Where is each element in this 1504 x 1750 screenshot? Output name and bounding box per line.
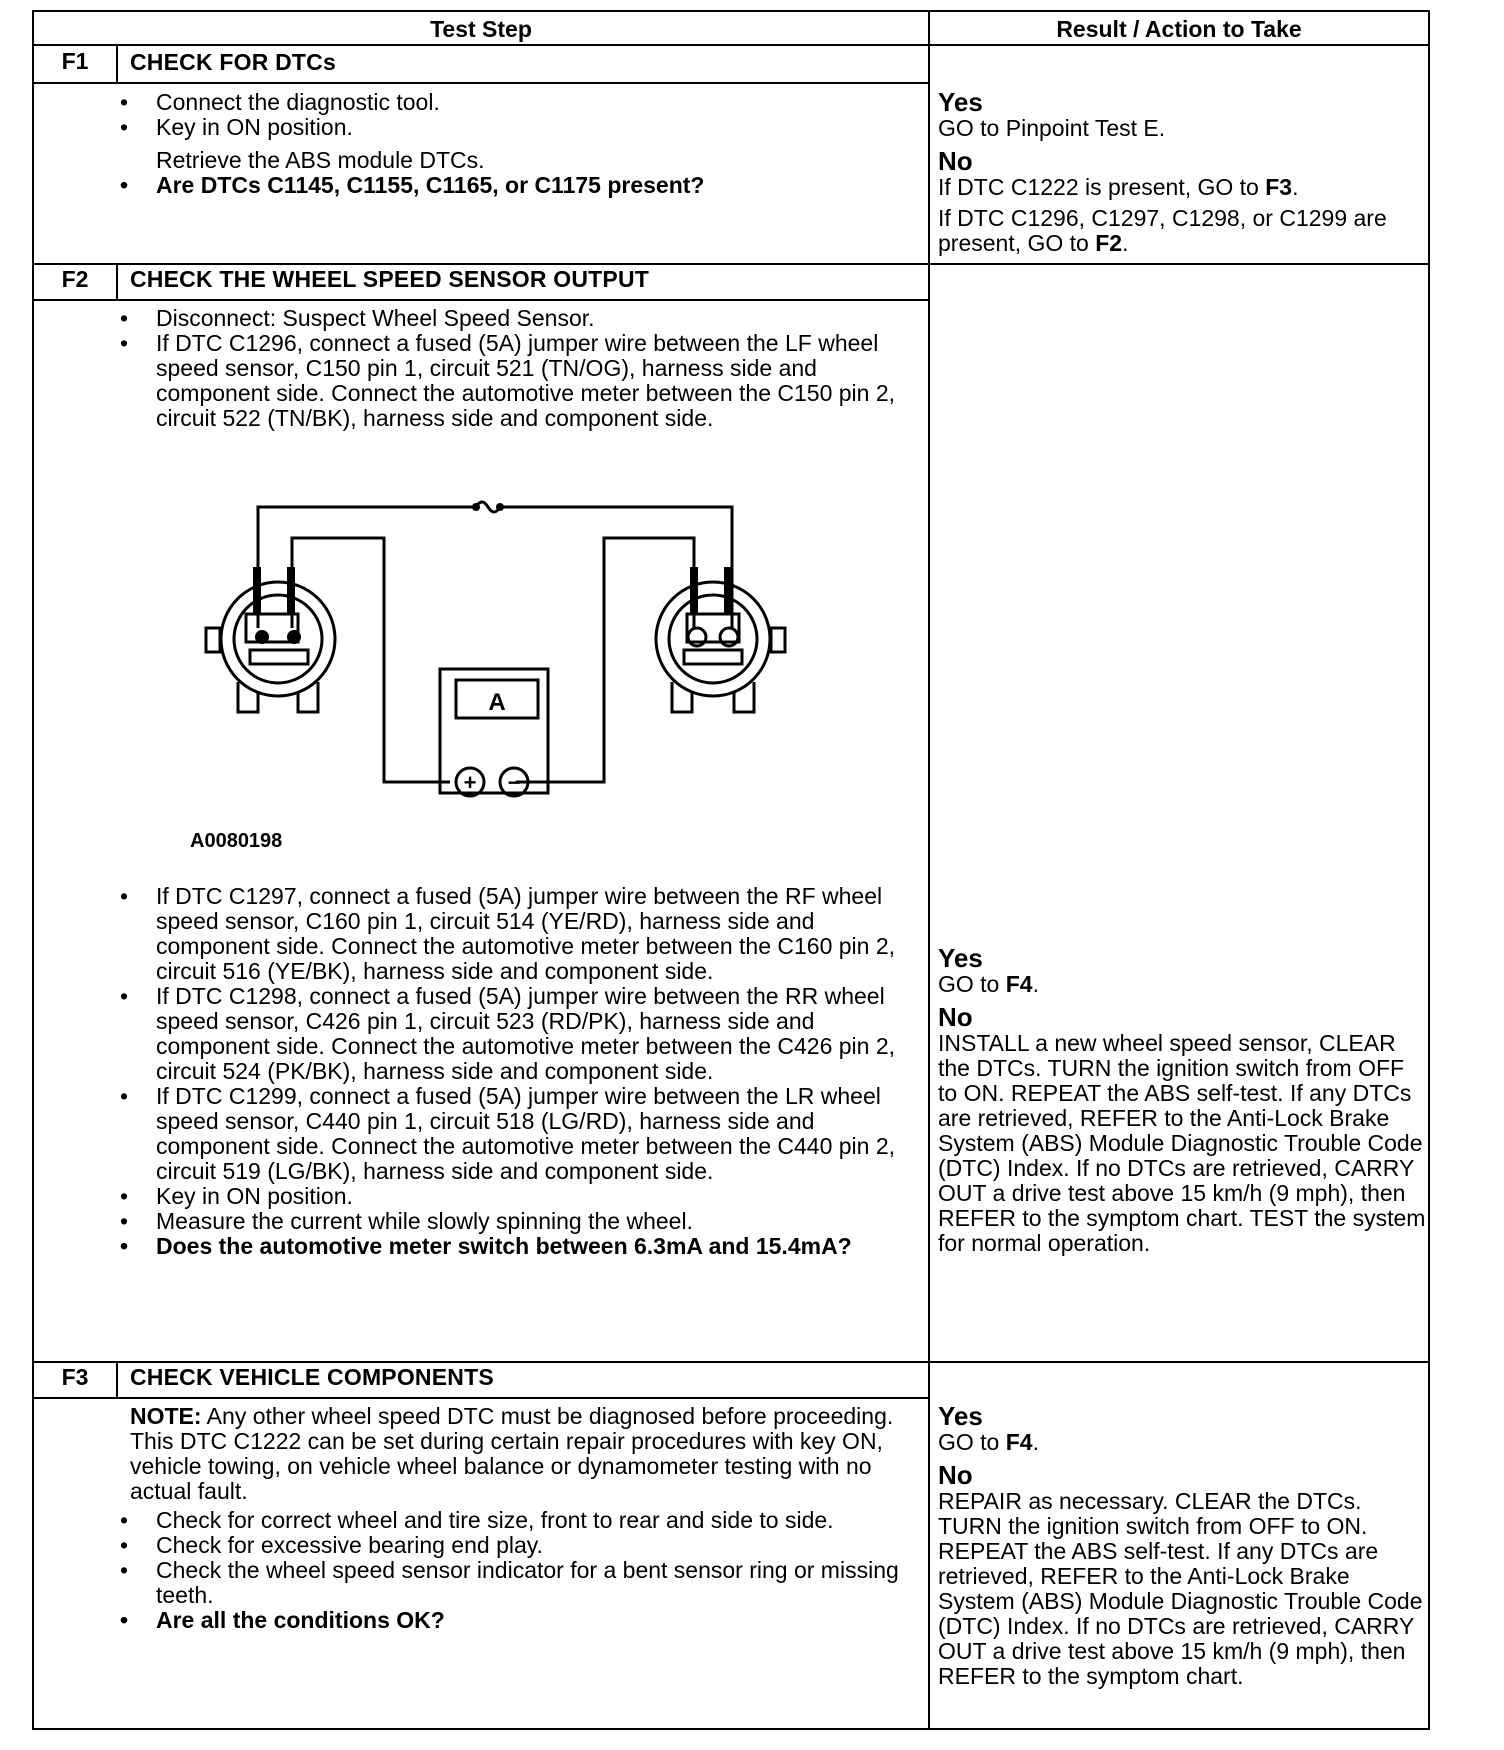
- f3-bullet-2: • Check for excessive bearing end play.: [118, 1533, 920, 1558]
- wiring-diagram: [154, 482, 834, 852]
- f1-step-id: F1: [61, 48, 89, 74]
- diagram-id: A0080198: [190, 830, 283, 852]
- f2-bullet-1: • Disconnect: Suspect Wheel Speed Sensor.: [118, 306, 918, 331]
- f1-bullet-1: • Connect the diagnostic tool.: [118, 90, 918, 115]
- f3-note: NOTE: Any other wheel speed DTC must be diagnosed before proceeding. This DTC C1222 can be set during certain repair procedures with key ON, vehicle towing, on vehicle wheel balance or dynamometer testing with no actual fault.: [130, 1403, 894, 1504]
- f3-yes-label: Yes: [938, 1401, 983, 1431]
- f3-id-divider: [116, 1361, 118, 1397]
- f1-title-divider: [34, 82, 928, 84]
- f3-no-label: No: [938, 1460, 973, 1490]
- f2-bullet-3: • If DTC C1297, connect a fused (5A) jumper wire between the RF wheel speed sensor, C160 pin 1, circuit 514 (YE/RD), harness side and component side. Connect the automotive meter between the C160 pin 2, circuit 516 (YE/BK), harness side and component side.: [118, 884, 918, 984]
- f2-result: [938, 944, 1428, 1256]
- f1-bullet-2: • Key in ON position.: [118, 115, 918, 140]
- f2-bullet-2: • If DTC C1296, connect a fused (5A) jumper wire between the LF wheel speed sensor, C150 pin 1, circuit 521 (TN/OG), harness side and component side. Connect the automotive meter between the C150 pin 2, circuit 522 (TN/BK), harness side and component side.: [118, 331, 918, 431]
- f1-plain-step: Retrieve the ABS module DTCs.: [156, 147, 485, 173]
- f1-no-label: No: [938, 146, 973, 176]
- meter-plus-terminal: +: [463, 770, 477, 795]
- f2-no-text: INSTALL a new wheel speed sensor, CLEAR the DTCs. TURN the ignition switch from OFF to ON. REPEAT the ABS self-test. If any DTCs are retrieved, REFER to the Anti-Lock Brake System (ABS) Module Diagnostic Trouble Code (DTC) Index. If no DTCs are retrieved, CARRY OUT a drive test above 15 km/h (9 mph), then REFER to the symptom chart. TEST the system for normal operation.: [938, 1030, 1426, 1256]
- f1-no-text-1: If DTC C1222 is present, GO to F3.: [938, 174, 1299, 200]
- f2-bullet-6: • Key in ON position.: [118, 1184, 918, 1209]
- f3-title-divider: [34, 1397, 928, 1399]
- f1-yes-text: GO to Pinpoint Test E.: [938, 115, 1166, 141]
- f2-bullet-5: • If DTC C1299, connect a fused (5A) jumper wire between the LR wheel speed sensor, C440 pin 1, circuit 518 (LG/RD), harness side and component side. Connect the automotive meter between the C440 pin 2, circuit 519 (LG/BK), harness side and component side.: [118, 1084, 918, 1184]
- f3-no-text: REPAIR as necessary. CLEAR the DTCs. TURN the ignition switch from OFF to ON. REPEAT the ABS self-test. If any DTCs are retrieved, REFER to the Anti-Lock Brake System (ABS) Module Diagnostic Trouble Code (DTC) Index. If no DTCs are retrieved, CARRY OUT a drive test above 15 km/h (9 mph), then REFER to the symptom chart.: [938, 1488, 1423, 1689]
- f2-bullet-7: • Measure the current while slowly spinning the wheel.: [118, 1209, 918, 1234]
- f3-result: [938, 1402, 1428, 1689]
- f3-step-title: CHECK VEHICLE COMPONENTS: [130, 1364, 494, 1390]
- f2-bullet-4: • If DTC C1298, connect a fused (5A) jumper wire between the RR wheel speed sensor, C426 pin 1, circuit 523 (RD/PK), harness side and component side. Connect the automotive meter between the C426 pin 2, circuit 524 (PK/BK), harness side and component side.: [118, 984, 918, 1084]
- meter-minus-terminal: −: [507, 770, 521, 795]
- f1-f2-divider: [34, 263, 1428, 265]
- f2-instructions-bottom: [118, 884, 918, 1259]
- f2-title-divider: [34, 299, 928, 301]
- f2-yes-label: Yes: [938, 943, 983, 973]
- f3-instructions: [130, 1404, 920, 1633]
- f2-step-title: CHECK THE WHEEL SPEED SENSOR OUTPUT: [130, 266, 650, 292]
- f1-no-text-2: If DTC C1296, C1297, C1298, or C1299 are present, GO to F2.: [938, 205, 1387, 256]
- header-result: Result / Action to Take: [1056, 16, 1302, 42]
- f2-id-divider: [116, 263, 118, 299]
- f1-id-divider: [116, 44, 118, 82]
- f3-question: • Are all the conditions OK?: [118, 1608, 920, 1633]
- f3-bullet-1: • Check for correct wheel and tire size, front to rear and side to side.: [118, 1508, 920, 1533]
- f1-step-title: CHECK FOR DTCs: [130, 49, 336, 75]
- f2-yes-text: GO to F4.: [938, 971, 1039, 997]
- diagnostic-table: [32, 10, 1430, 1730]
- f3-bullet-3: • Check the wheel speed sensor indicator for a bent sensor ring or missing teeth.: [118, 1558, 920, 1608]
- meter-label: A: [488, 689, 506, 716]
- f3-step-id: F3: [61, 1364, 89, 1390]
- f1-instructions: [118, 90, 918, 198]
- f2-instructions-top: [118, 306, 918, 431]
- f3-yes-text: GO to F4.: [938, 1429, 1039, 1455]
- header-test-step: Test Step: [430, 16, 532, 42]
- f1-result: [938, 88, 1428, 256]
- f1-yes-label: Yes: [938, 87, 983, 117]
- f1-question: • Are DTCs C1145, C1155, C1165, or C1175 present?: [118, 173, 918, 198]
- f2-no-label: No: [938, 1002, 973, 1032]
- column-divider: [928, 12, 930, 1728]
- f2-question: • Does the automotive meter switch between 6.3mA and 15.4mA?: [118, 1234, 918, 1259]
- f2-f3-divider: [34, 1361, 1428, 1363]
- f2-step-id: F2: [61, 266, 89, 292]
